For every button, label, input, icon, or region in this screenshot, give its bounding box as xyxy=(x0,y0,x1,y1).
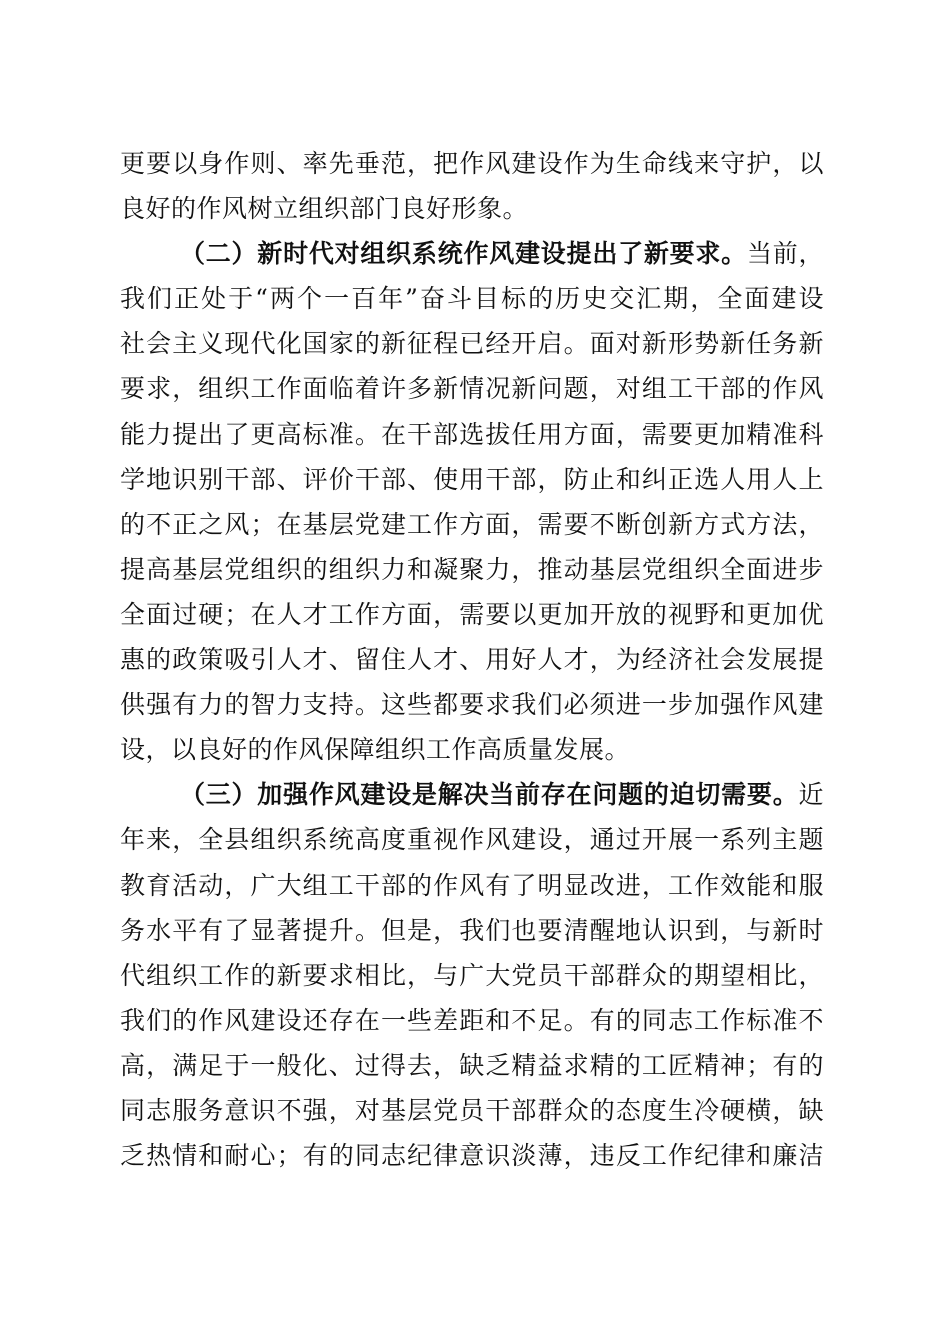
paragraph-line: 乏热情和耐心；有的同志纪律意识淡薄，违反工作纪律和廉洁 xyxy=(120,1141,824,1171)
paragraph-line: 我们的作风建设还存在一些差距和不足。有的同志工作标准不 xyxy=(120,1005,824,1035)
paragraph-line: 设，以良好的作风保障组织工作高质量发展。 xyxy=(120,735,631,765)
paragraph-line: 教育活动，广大组工干部的作风有了明显改进，工作效能和服 xyxy=(120,870,824,900)
section-two-heading: （二）新时代对组织系统作风建设提出了新要求。 xyxy=(180,239,747,269)
paragraph-line: 惠的政策吸引人才、留住人才、用好人才，为经济社会发展提 xyxy=(120,645,824,675)
paragraph-line: 供强有力的智力支持。这些都要求我们必须进一步加强作风建 xyxy=(120,690,824,720)
paragraph-line: 能力提出了更高标准。在干部选拔任用方面，需要更加精准科 xyxy=(120,419,824,449)
paragraph-line: 务水平有了显著提升。但是，我们也要清醒地认识到，与新时 xyxy=(120,915,824,945)
paragraph-line: 高，满足于一般化、过得去，缺乏精益求精的工匠精神；有的 xyxy=(120,1050,824,1080)
section-three-heading: （三）加强作风建设是解决当前存在问题的迫切需要。 xyxy=(180,780,799,810)
document-body xyxy=(120,141,824,1178)
paragraph-line: 更要以身作则、率先垂范，把作风建设作为生命线来守护，以 xyxy=(120,149,824,178)
paragraph-line: 的不正之风；在基层党建工作方面，需要不断创新方式方法， xyxy=(120,509,824,539)
paragraph-line: 我们正处于“两个一百年”奋斗目标的历史交汇期，全面建设 xyxy=(120,284,824,314)
section-three-first-line xyxy=(120,772,824,817)
section-two-first-line-text: 当前， xyxy=(746,239,824,269)
paragraph-line: 学地识别干部、评价干部、使用干部，防止和纠正选人用人上 xyxy=(120,464,824,494)
paragraph-line: 要求，组织工作面临着许多新情况新问题，对组工干部的作风 xyxy=(120,374,824,404)
paragraph-line: 同志服务意识不强，对基层党员干部群众的态度生冷硬横，缺 xyxy=(120,1095,824,1125)
section-two-first-line xyxy=(120,231,824,276)
paragraph-line: 社会主义现代化国家的新征程已经开启。面对新形势新任务新 xyxy=(120,329,824,359)
paragraph-line: 提高基层党组织的组织力和凝聚力，推动基层党组织全面进步 xyxy=(120,554,824,584)
paragraph-line: 良好的作风树立组织部门良好形象。 xyxy=(120,194,529,224)
section-three-first-line-text: 近 xyxy=(798,780,824,810)
paragraph-line: 全面过硬；在人才工作方面，需要以更加开放的视野和更加优 xyxy=(120,599,824,629)
paragraph-line: 年来，全县组织系统高度重视作风建设，通过开展一系列主题 xyxy=(120,825,824,855)
paragraph-line: 代组织工作的新要求相比，与广大党员干部群众的期望相比， xyxy=(120,960,824,990)
